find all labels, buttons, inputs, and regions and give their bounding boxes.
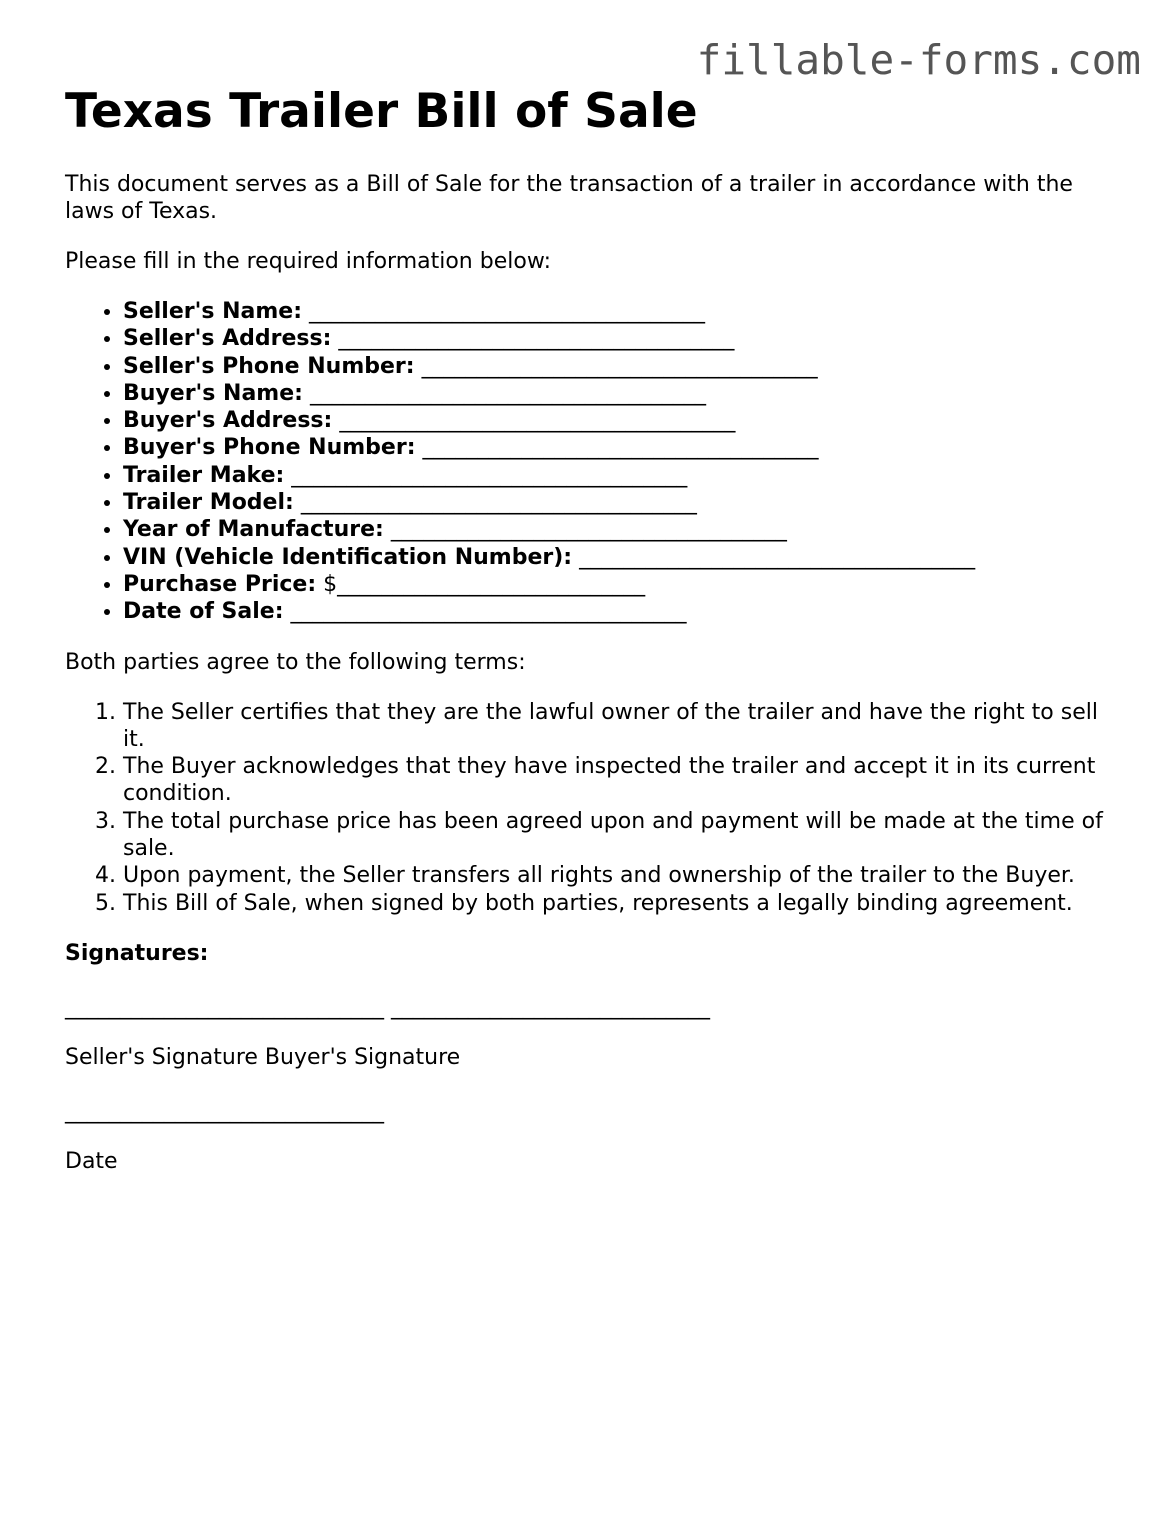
date-label: Date bbox=[65, 1148, 118, 1174]
signatures-heading: Signatures: bbox=[65, 940, 209, 966]
field-label: Seller's Address: bbox=[123, 326, 332, 352]
terms-intro: Both parties agree to the following terms: bbox=[65, 649, 526, 675]
field-blank[interactable]: ____________________________________ bbox=[309, 299, 706, 324]
field-blank[interactable]: $____________________________ bbox=[323, 571, 646, 597]
document-page bbox=[65, 84, 1125, 1175]
field-seller-address bbox=[123, 325, 1125, 352]
field-blank[interactable]: ____________________________________ bbox=[309, 380, 706, 406]
page-title: Texas Trailer Bill of Sale bbox=[65, 84, 698, 139]
field-buyer-name bbox=[123, 380, 1125, 407]
field-blank[interactable]: ____________________________________ bbox=[300, 490, 697, 516]
field-label: Trailer Make: bbox=[123, 462, 285, 488]
instructions-paragraph: Please fill in the required information below: bbox=[65, 249, 552, 274]
intro-paragraph: This document serves as a Bill of Sale for the transaction of a trailer in accordance with the laws of Texas. bbox=[65, 172, 1073, 224]
field-label: Purchase Price: bbox=[123, 571, 317, 597]
field-seller-name bbox=[123, 298, 1125, 325]
field-year bbox=[123, 516, 1125, 543]
field-label: Buyer's Address: bbox=[123, 408, 333, 434]
fields-list bbox=[65, 298, 1125, 626]
field-blank[interactable]: ____________________________________ bbox=[579, 544, 976, 570]
field-blank[interactable]: ____________________________________ bbox=[339, 408, 736, 434]
term-item: 5. This Bill of Sale, when signed by both parties, represents a legally binding agreement. bbox=[123, 890, 1125, 917]
field-date-of-sale bbox=[123, 598, 1125, 625]
signature-lines[interactable]: _____________________________ _____________________________ bbox=[65, 994, 710, 1020]
field-blank[interactable]: ____________________________________ bbox=[421, 353, 818, 379]
field-label: Buyer's Phone Number: bbox=[123, 435, 416, 461]
field-blank[interactable]: ____________________________________ bbox=[338, 326, 735, 352]
field-blank[interactable]: ____________________________________ bbox=[291, 462, 688, 488]
date-signature-line[interactable]: _____________________________ bbox=[65, 1098, 384, 1124]
field-seller-phone bbox=[123, 353, 1125, 380]
field-blank[interactable]: ____________________________________ bbox=[422, 435, 819, 461]
field-blank[interactable]: ____________________________________ bbox=[290, 599, 687, 625]
field-label: Year of Manufacture: bbox=[123, 517, 384, 543]
field-purchase-price bbox=[123, 571, 1125, 598]
field-buyer-phone bbox=[123, 434, 1125, 461]
term-item: 4. Upon payment, the Seller transfers all rights and ownership of the trailer to the Buyer. bbox=[123, 862, 1125, 889]
field-label: Trailer Model: bbox=[123, 490, 294, 516]
field-label: Date of Sale: bbox=[123, 599, 284, 625]
field-label: Seller's Name: bbox=[123, 299, 303, 324]
field-buyer-address bbox=[123, 407, 1125, 434]
field-label: Seller's Phone Number: bbox=[123, 353, 415, 379]
signature-labels: Seller's Signature Buyer's Signature bbox=[65, 1044, 461, 1070]
watermark: fillable-forms.com bbox=[696, 36, 1141, 84]
term-item: 2. The Buyer acknowledges that they have inspected the trailer and accept it in its current condition. bbox=[123, 753, 1125, 808]
field-trailer-make bbox=[123, 462, 1125, 489]
field-blank[interactable]: ____________________________________ bbox=[390, 517, 787, 543]
field-label: VIN (Vehicle Identification Number): bbox=[123, 544, 573, 570]
field-label: Buyer's Name: bbox=[123, 380, 303, 406]
field-trailer-model bbox=[123, 489, 1125, 516]
terms-list bbox=[65, 699, 1125, 917]
term-item: 3. The total purchase price has been agreed upon and payment will be made at the time of sale. bbox=[123, 808, 1125, 863]
field-vin bbox=[123, 544, 1125, 571]
term-item: 1. The Seller certifies that they are the lawful owner of the trailer and have the right to sell it. bbox=[123, 699, 1125, 754]
